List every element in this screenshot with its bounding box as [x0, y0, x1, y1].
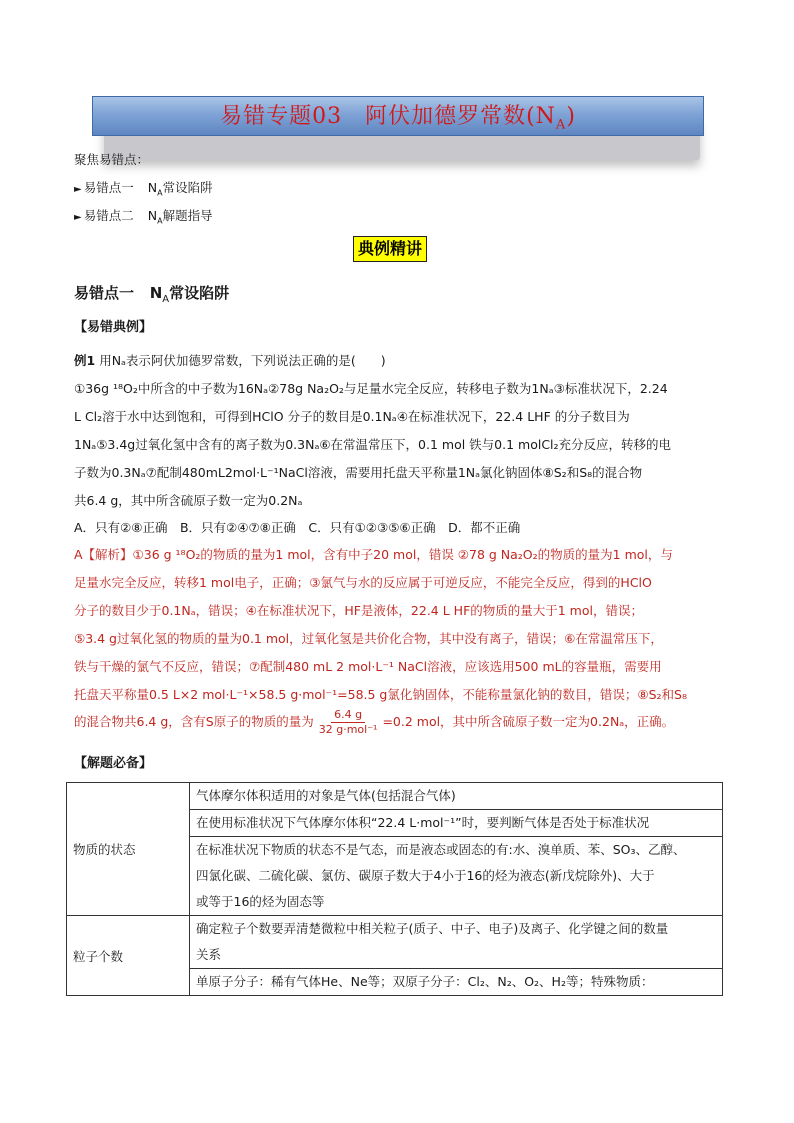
analysis-line: 托盘天平称量0.5 L×2 mol·L⁻¹×58.5 g·mol⁻¹=58.5 g氯化钠固体，不能称量氯化钠的数目，错误；⑧S₂和S₈: [74, 687, 687, 702]
analysis-last-line: 的混合物共6.4 g，含有S原子的物质的量为 $\frac{6.4 g}{\text{32 g·mol⁻¹}}$ =0.2 mol，其中所含硫原子数一定为0.2Nₐ，正确。: [74, 708, 675, 736]
example-line: 共6.4 g，其中所含硫原子数一定为0.2Nₐ: [74, 493, 303, 508]
example-line: 1Nₐ⑤3.4g过氧化氢中含有的离子数为0.3Nₐ⑥在常温常压下，0.1 mol 铁与0.1 molCl₂充分反应，转移的电: [74, 437, 672, 452]
example-question: 例1 用Nₐ表示阿伏加德罗常数，下列说法正确的是( ): [74, 353, 386, 368]
fraction: $\frac{6.4 g}{\text{32 g·mol⁻¹}}$: [318, 708, 378, 736]
table-cell: 确定粒子个数要弄清楚微粒中相关粒子(质子、中子、电子)及离子、化学键之间的数量 关系: [190, 916, 723, 969]
example-line: L Cl₂溶于水中达到饱和，可得到HClO 分子的数目是0.1Nₐ④在标准状况下，22.4 LHF 的分子数目为: [74, 409, 630, 424]
focus-point-1: ► 易错点一 $N_A$常设陷阱: [74, 180, 213, 198]
analysis-line: ⑤3.4 g过氧化氢的物质的量为0.1 mol，过氧化氢是共价化合物，其中没有离子，错误；⑥在常温常压下，: [74, 631, 663, 646]
focus-label: 聚焦易错点：: [74, 152, 150, 167]
bracket-solve: 【解题必备】: [74, 756, 153, 771]
example-line: 子数为0.3Nₐ⑦配制480mL2mol·L⁻¹NaCl溶液，需要用托盘天平称量1Nₐ氯化钠固体⑧S₂和S₈的混合物: [74, 465, 643, 480]
analysis-line: 铁与干燥的氯气不反应，错误；⑦配制480 mL 2 mol·L⁻¹ NaCl溶液，应该选用500 mL的容量瓶，需要用: [74, 659, 662, 674]
key-points-table: [66, 782, 723, 996]
state-label: 物质的状态: [67, 783, 190, 916]
page-title: 易错专题03 阿伏加德罗常数$(N_A)$: [220, 104, 576, 133]
analysis-line: A【解析】①36 g ¹⁸O₂的物质的量为1 mol，含有中子20 mol，错误 ②78 g Na₂O₂的物质的量为1 mol，与: [74, 547, 673, 562]
example-line: ①36g ¹⁸O₂中所含的中子数为16Nₐ②78g Na₂O₂与足量水完全反应，转移电子数为1Nₐ③标准状况下，2.24: [74, 381, 668, 396]
bracket-example: 【易错典例】: [74, 320, 153, 335]
table-cell: 在标准状况下物质的状态不是气态，而是液态或固态的有:水、溴单质、苯、SO₃、乙醇、 四氯化碳、二硫化碳、氯仿、碳原子数大于4小于16的烃为液态(新戊烷除外)、大于 或等于16的烃为固态等: [190, 837, 723, 916]
analysis-line: 分子的数目少于0.1Nₐ，错误；④在标准状况下，HF是液体，22.4 L HF的物质的量大于1 mol，错误；: [74, 603, 643, 618]
table-cell: 气体摩尔体积适用的对象是气体(包括混合气体): [190, 783, 723, 810]
particle-label: 粒子个数: [67, 916, 190, 996]
answer-options: A．只有②⑧正确 B．只有②④⑦⑧正确 C．只有①②③⑤⑥正确 D．都不正确: [74, 520, 521, 535]
focus-point-2: ► 易错点二 $N_A$解题指导: [74, 208, 213, 226]
table-cell: 在使用标准状况下气体摩尔体积“22.4 L·mol⁻¹”时，要判断气体是否处于标准状况: [190, 810, 723, 837]
section-heading: 易错点一 $N_A$常设陷阱: [74, 284, 230, 305]
section-box: 典例精讲: [353, 236, 427, 262]
table-cell: 单原子分子：稀有气体He、Ne等；双原子分子：Cl₂、N₂、O₂、H₂等；特殊物质：: [190, 969, 723, 996]
title-banner: [92, 96, 704, 136]
analysis-line: 足量水完全反应，转移1 mol电子，正确；③氯气与水的反应属于可逆反应，不能完全反应，得到的HClO: [74, 575, 652, 590]
